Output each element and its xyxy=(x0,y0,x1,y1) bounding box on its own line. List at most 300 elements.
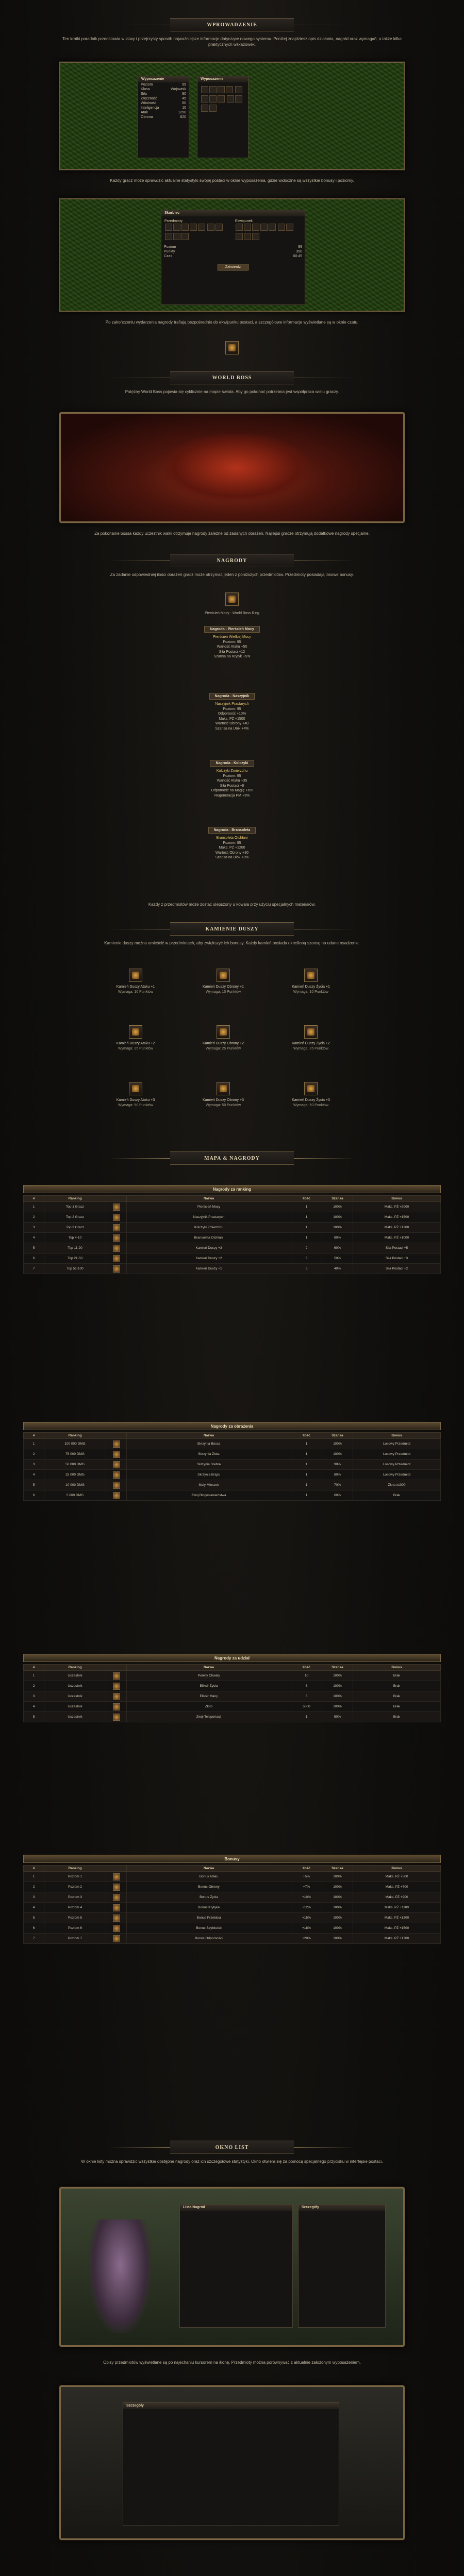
stat-value: 80 xyxy=(182,101,186,105)
reward-item-line: Szansa na Blok +3% xyxy=(215,856,249,859)
table-header-cell: Szansa xyxy=(322,1433,353,1439)
table-title: Nagrody za udział xyxy=(23,1654,441,1662)
table-row xyxy=(24,1253,441,1264)
table-row xyxy=(24,1671,441,1681)
soul-stone-requirement: Wymaga: 50 Punktów xyxy=(293,1104,329,1107)
soul-stone-name: Kamień Duszy Ataku +2 xyxy=(116,1042,155,1045)
reward-item-stats xyxy=(170,635,294,659)
table-cell-icon xyxy=(106,1872,127,1882)
table-cell-rank: 10 000 DMG xyxy=(44,1480,106,1490)
table-cell-name: Pierścień Mocy xyxy=(127,1202,291,1212)
table-cell-rank: 25 000 DMG xyxy=(44,1470,106,1480)
table-cell-rank: Uczestnik xyxy=(44,1712,106,1722)
stat-row xyxy=(161,254,305,259)
table-header-cell: Ranking xyxy=(44,1196,106,1202)
table-header-cell: Nazwa xyxy=(127,1665,291,1671)
soul-stone-icon[interactable] xyxy=(304,969,318,982)
item-icon[interactable] xyxy=(113,1914,120,1922)
table-cell-bonus: Losowy Przedmiot xyxy=(353,1460,441,1470)
reward-item-line: Wartość Ataku +50 xyxy=(217,645,247,649)
table-cell-icon xyxy=(106,1202,127,1212)
section-title: WPROWADZENIE xyxy=(207,22,257,28)
table-header-cell xyxy=(106,1433,127,1439)
table-header-row xyxy=(24,1196,441,1202)
table-cell-chance: 100% xyxy=(322,1892,353,1903)
table-row xyxy=(24,1702,441,1712)
soul-stone-requirement: Wymaga: 25 Punktów xyxy=(118,1047,154,1050)
stat-row xyxy=(138,82,189,87)
item-icon[interactable] xyxy=(113,1461,120,1468)
table-cell-index: 5 xyxy=(24,1712,44,1722)
table-header-cell: # xyxy=(24,1196,44,1202)
table-cell-icon xyxy=(106,1882,127,1892)
table-cell-rank: Poziom 2 xyxy=(44,1882,106,1892)
stat-label: Czas xyxy=(164,255,172,258)
table-cell-chance: 50% xyxy=(322,1253,353,1264)
item-icon[interactable] xyxy=(113,1703,120,1710)
table-cell-chance: 100% xyxy=(322,1691,353,1702)
table-cell-icon xyxy=(106,1691,127,1702)
item-icon[interactable] xyxy=(113,1471,120,1479)
reward-item-line: Regeneracja PM +3% xyxy=(214,793,250,798)
item-icon[interactable] xyxy=(113,1873,120,1880)
table-cell-icon xyxy=(106,1480,127,1490)
stat-label: Obrona xyxy=(141,115,153,119)
table-title: Nagrody za ranking xyxy=(23,1185,441,1193)
vault-right-label: Ekwipunek xyxy=(235,219,253,223)
table-cell-bonus: Brak xyxy=(353,1702,441,1712)
table-row xyxy=(24,1202,441,1212)
reward-item-card xyxy=(170,693,294,731)
table-cell-index: 6 xyxy=(24,1253,44,1264)
table-cell-index: 4 xyxy=(24,1233,44,1243)
reward-item-line: Szansa na Krytyk +5% xyxy=(213,655,251,658)
detail-large-panel xyxy=(123,2402,339,2526)
soul-stone-requirement: Wymaga: 25 Punktów xyxy=(293,1047,329,1050)
table-header-cell: # xyxy=(24,1866,44,1872)
table-cell-chance: 100% xyxy=(322,1212,353,1223)
screenshot-vault xyxy=(59,198,405,312)
table-cell-qty: 5 xyxy=(291,1681,322,1691)
soul-stone-icon[interactable] xyxy=(129,969,142,982)
soul-stone-requirement: Wymaga: 25 Punktów xyxy=(205,1047,241,1050)
table-header-cell: Ilość xyxy=(291,1665,322,1671)
section-title: NAGRODY xyxy=(217,557,247,564)
table-cell-name: Skrzynia Bossa xyxy=(127,1439,291,1449)
table-cell-bonus: Brak xyxy=(353,1490,441,1501)
table-header-cell: Ranking xyxy=(44,1433,106,1439)
soul-stone-icon[interactable] xyxy=(217,969,230,982)
item-icon[interactable] xyxy=(113,1714,120,1721)
table-cell-bonus: Siła Postaci +3 xyxy=(353,1253,441,1264)
table-cell-index: 6 xyxy=(24,1923,44,1934)
table-cell-rank: Uczestnik xyxy=(44,1671,106,1681)
table-cell-qty: +20% xyxy=(291,1934,322,1944)
table-header-cell: Ilość xyxy=(291,1196,322,1202)
table-cell-name: Kamień Duszy +3 xyxy=(127,1243,291,1253)
table-cell-qty: 1 xyxy=(291,1470,322,1480)
item-icon[interactable] xyxy=(113,1492,120,1499)
item-icon[interactable] xyxy=(113,1224,120,1231)
soul-stone-icon[interactable] xyxy=(304,1025,318,1039)
table-row xyxy=(24,1913,441,1923)
table-cell-bonus: Brak xyxy=(353,1691,441,1702)
table-cell-index: 1 xyxy=(24,1202,44,1212)
item-icon[interactable] xyxy=(113,1265,120,1273)
table-header-cell: Nazwa xyxy=(127,1433,291,1439)
table-cell-qty: 1 xyxy=(291,1460,322,1470)
reward-item-line: Kolczyki Zmierzchu xyxy=(216,769,248,773)
table-cell-index: 5 xyxy=(24,1243,44,1253)
table-cell-index: 4 xyxy=(24,1470,44,1480)
item-icon[interactable] xyxy=(113,1894,120,1901)
table-cell-rank: Poziom 1 xyxy=(44,1872,106,1882)
table-cell-qty: 1 xyxy=(291,1712,322,1722)
reward-item-line: Naszyjnik Prastarych xyxy=(215,702,249,706)
screenshot-detail-window xyxy=(59,2385,405,2540)
section-banner-boss xyxy=(170,371,294,384)
table-row xyxy=(24,1712,441,1722)
table-cell-index: 4 xyxy=(24,1702,44,1712)
table-title: Bonusy xyxy=(23,1855,441,1863)
item-icon[interactable] xyxy=(113,1935,120,1942)
table-row xyxy=(24,1449,441,1460)
table-cell-bonus: Brak xyxy=(353,1671,441,1681)
stat-row xyxy=(161,245,305,249)
table-cell-name: Bonus Przebicia xyxy=(127,1913,291,1923)
table-cell-bonus: Siła Postaci +2 xyxy=(353,1264,441,1274)
soul-stone-requirement: Wymaga: 10 Punktów xyxy=(118,990,154,994)
table-cell-name: Skrzynia Srebra xyxy=(127,1460,291,1470)
stat-row xyxy=(138,106,189,110)
confirm-button[interactable]: Zatwierdź xyxy=(218,264,248,270)
rewards-table xyxy=(23,1195,441,1274)
stat-value: Wojownik xyxy=(171,88,186,91)
table-cell-index: 3 xyxy=(24,1223,44,1233)
soul-stone-icon[interactable] xyxy=(217,1082,230,1095)
table-cell-qty: +5% xyxy=(291,1872,322,1882)
table-row xyxy=(24,1470,441,1480)
table-cell-qty: 1 xyxy=(291,1480,322,1490)
screenshot-list-window xyxy=(59,2187,405,2347)
soul-stone-name: Kamień Duszy Ataku +3 xyxy=(116,1098,155,1102)
table-header-cell xyxy=(106,1196,127,1202)
reward-item-line: Maks. PŻ +1500 xyxy=(219,717,245,721)
table-header-row xyxy=(24,1665,441,1671)
table-cell-name: Kolczyki Zmierzchu xyxy=(127,1223,291,1233)
boss-dragon-image xyxy=(164,434,308,501)
table-cell-name: Kamień Duszy +2 xyxy=(127,1253,291,1264)
table-cell-qty: +18% xyxy=(291,1923,322,1934)
table-header-cell: Bonus xyxy=(353,1433,441,1439)
soul-stone-requirement: Wymaga: 10 Punktów xyxy=(293,990,329,994)
table-cell-index: 3 xyxy=(24,1691,44,1702)
stat-row xyxy=(138,92,189,96)
reward-item-line: Poziom: 95 xyxy=(223,774,241,778)
reward-item-line: Maks. PŻ +1200 xyxy=(219,846,245,850)
table-cell-chance: 100% xyxy=(322,1223,353,1233)
table-cell-name: Zwój Teleportacji xyxy=(127,1712,291,1722)
reward-item-line: Odporność na Magię +6% xyxy=(211,789,253,792)
reward-item-line: Wartość Obrony +40 xyxy=(215,722,249,725)
vault-left-label: Przedmioty xyxy=(164,219,183,223)
reward-chest-icon xyxy=(225,341,239,354)
reward-item-line: Wartość Obrony +30 xyxy=(215,851,249,855)
rewards-table xyxy=(23,1664,441,1722)
table-cell-qty: 1 xyxy=(291,1223,322,1233)
rewards-table xyxy=(23,1865,441,1944)
table-cell-bonus: Maks. PŻ +1000 xyxy=(353,1233,441,1243)
item-icon[interactable] xyxy=(113,1245,120,1252)
table-cell-bonus: Maks. PŻ +1200 xyxy=(353,1223,441,1233)
table-cell-index: 1 xyxy=(24,1872,44,1882)
stat-label: Klasa xyxy=(141,88,150,91)
reward-item-header: Nagroda - Naszyjnik xyxy=(209,693,255,700)
screenshot-equipment xyxy=(59,62,405,170)
item-icon[interactable] xyxy=(113,1925,120,1932)
table-cell-icon xyxy=(106,1460,127,1470)
table-header-cell xyxy=(106,1665,127,1671)
table-header-cell: Nazwa xyxy=(127,1866,291,1872)
table-cell-bonus: Maks. PŻ +1500 xyxy=(353,1212,441,1223)
table-cell-qty: 1 xyxy=(291,1439,322,1449)
table-row xyxy=(24,1264,441,1274)
stat-row xyxy=(161,249,305,254)
table-header-cell: Szansa xyxy=(322,1665,353,1671)
reward-item-line: Poziom: 95 xyxy=(223,841,241,845)
list-window-panel xyxy=(179,2204,293,2328)
table-cell-icon xyxy=(106,1671,127,1681)
table-cell-rank: Top 2 Gracz xyxy=(44,1212,106,1223)
table-cell-icon xyxy=(106,1212,127,1223)
table-cell-name: Kamień Duszy +1 xyxy=(127,1264,291,1274)
table-cell-chance: 100% xyxy=(322,1913,353,1923)
table-cell-bonus: Losowy Przedmiot xyxy=(353,1449,441,1460)
table-row xyxy=(24,1460,441,1470)
section-banner-intro xyxy=(170,18,294,31)
table-cell-icon xyxy=(106,1913,127,1923)
table-cell-name: Naszyjnik Prastarych xyxy=(127,1212,291,1223)
table-cell-name: Bonus Życia xyxy=(127,1892,291,1903)
table-cell-index: 2 xyxy=(24,1449,44,1460)
item-icon[interactable] xyxy=(113,1482,120,1489)
soul-stone-name: Kamień Duszy Życia +2 xyxy=(292,1042,330,1045)
list-text-2: Opisy przedmiotów wyświetlane są po najechaniu kursorem na ikonę. Przedmioty można porównywać z aktualnie założonym wyposażeniem. xyxy=(103,2360,361,2365)
table-cell-chance: 100% xyxy=(322,1903,353,1913)
stat-label: Punkty xyxy=(164,250,175,253)
detail-large-title: Szczegóły xyxy=(123,2403,339,2409)
table-cell-index: 2 xyxy=(24,1681,44,1691)
table-cell-rank: Poziom 7 xyxy=(44,1934,106,1944)
table-cell-rank: Top 21-50 xyxy=(44,1253,106,1264)
table-cell-rank: Poziom 5 xyxy=(44,1913,106,1923)
stats-panel-title: Wyposażenie xyxy=(197,76,248,82)
table-cell-icon xyxy=(106,1934,127,1944)
intro-text-3: Po zakończeniu wydarzenia nagrody trafiają bezpośrednio do ekwipunku postaci, a szczegółowe informacje wyświetlane są w oknie czatu. xyxy=(105,320,359,325)
table-header-row xyxy=(24,1866,441,1872)
table-row xyxy=(24,1223,441,1233)
stat-label: Witalność xyxy=(141,101,157,105)
stat-row xyxy=(138,110,189,115)
table-cell-rank: Uczestnik xyxy=(44,1691,106,1702)
table-cell-icon xyxy=(106,1681,127,1691)
table-cell-qty: 3 xyxy=(291,1253,322,1264)
table-row xyxy=(24,1872,441,1882)
reward-item-stats xyxy=(170,836,294,860)
table-cell-rank: Top 1 Gracz xyxy=(44,1202,106,1212)
stats-panel xyxy=(197,76,248,158)
soul-stone-icon[interactable] xyxy=(217,1025,230,1039)
rewards-table xyxy=(23,1432,441,1501)
stat-row xyxy=(138,101,189,106)
stat-value: 00:45 xyxy=(293,255,302,258)
soul-stone-requirement: Wymaga: 50 Punktów xyxy=(118,1104,154,1107)
item-icon[interactable] xyxy=(113,1234,120,1242)
table-cell-qty: 5000 xyxy=(291,1702,322,1712)
table-cell-icon xyxy=(106,1892,127,1903)
table-row xyxy=(24,1212,441,1223)
table-cell-name: Eliksir Many xyxy=(127,1691,291,1702)
reward-item-card xyxy=(170,626,294,659)
item-icon[interactable] xyxy=(113,1683,120,1690)
table-cell-index: 2 xyxy=(24,1882,44,1892)
table-cell-qty: 1 xyxy=(291,1212,322,1223)
table-cell-name: Bransoleta Otchłani xyxy=(127,1233,291,1243)
table-cell-bonus: Brak xyxy=(353,1712,441,1722)
item-icon[interactable] xyxy=(113,1214,120,1221)
table-cell-bonus: Maks. PŻ +500 xyxy=(353,1872,441,1882)
item-icon[interactable] xyxy=(113,1204,120,1211)
boss-text-2: Za pokonanie bossa każdy uczestnik walki otrzymuje nagrody zależne od zadanych obrażeń. Najlepsi gracze otrzymują dodatkowe nagrody specjalne. xyxy=(94,531,370,536)
stat-value: 10 xyxy=(182,106,186,110)
table-cell-chance: 80% xyxy=(322,1233,353,1243)
table-cell-bonus: Złoto x1000 xyxy=(353,1480,441,1490)
list-window-title: Lista Nagród xyxy=(180,2205,292,2211)
table-cell-name: Złoto xyxy=(127,1702,291,1712)
table-cell-bonus: Maks. PŻ +700 xyxy=(353,1882,441,1892)
reward-item-line: Szansa na Unik +4% xyxy=(215,726,249,731)
stat-row xyxy=(138,96,189,101)
section-title: MAPA & NAGRODY xyxy=(204,1155,260,1161)
reward-item-line: Pierścień Wielkiej Mocy xyxy=(213,635,251,639)
table-cell-chance: 60% xyxy=(322,1490,353,1501)
stones-intro: Kamienie duszy można umieścić w przedmiotach, aby zwiększyć ich bonusy. Każdy kamień posiada określoną szansę na udane osadzenie. xyxy=(104,941,360,945)
soul-stone-requirement: Wymaga: 50 Punktów xyxy=(205,1104,241,1107)
table-cell-chance: 70% xyxy=(322,1480,353,1490)
table-cell-chance: 100% xyxy=(322,1923,353,1934)
table-header-cell: Bonus xyxy=(353,1196,441,1202)
vault-panel-title: Skarbiec xyxy=(161,210,305,216)
table-cell-qty: +12% xyxy=(291,1903,322,1913)
soul-stone-icon[interactable] xyxy=(304,1082,318,1095)
table-cell-index: 5 xyxy=(24,1480,44,1490)
intro-text-2: Każdy gracz może sprawdzić aktualne statystyki swojej postaci w oknie wyposażenia, gdzie widoczne są wszystkie bonusy i poziomy. xyxy=(110,178,354,183)
table-cell-chance: 80% xyxy=(322,1470,353,1480)
table-cell-chance: 100% xyxy=(322,1439,353,1449)
item-icon[interactable] xyxy=(113,1884,120,1891)
table-cell-chance: 60% xyxy=(322,1243,353,1253)
item-icon[interactable] xyxy=(113,1693,120,1700)
table-cell-chance: 40% xyxy=(322,1264,353,1274)
table-cell-bonus: Maks. PŻ +900 xyxy=(353,1892,441,1903)
table-row xyxy=(24,1892,441,1903)
rewards-intro: Za zadanie odpowiedniej ilości obrażeń gracz może otrzymać jeden z poniższych przedmiotów. Przedmioty posiadają losowe bonusy. xyxy=(110,572,354,577)
stat-label: Poziom xyxy=(164,245,176,249)
table-cell-name: Skrzynia Brązu xyxy=(127,1470,291,1480)
table-cell-bonus: Maks. PŻ +1700 xyxy=(353,1934,441,1944)
equipment-panel xyxy=(138,76,189,158)
table-cell-bonus: Brak xyxy=(353,1681,441,1691)
table-cell-index: 1 xyxy=(24,1671,44,1681)
section-banner-list xyxy=(170,2141,294,2154)
reward-item-stats xyxy=(170,769,294,798)
table-cell-bonus: Maks. PŻ +1500 xyxy=(353,1923,441,1934)
reward-item-line: Siła Postaci +12 xyxy=(219,650,245,654)
soul-stone-icon[interactable] xyxy=(129,1082,142,1095)
table-cell-chance: 100% xyxy=(322,1671,353,1681)
table-row xyxy=(24,1882,441,1892)
table-cell-icon xyxy=(106,1712,127,1722)
section-banner-rewards xyxy=(170,554,294,567)
item-icon[interactable] xyxy=(113,1451,120,1458)
table-header-cell: Ilość xyxy=(291,1866,322,1872)
table-cell-chance: 100% xyxy=(322,1702,353,1712)
stat-row xyxy=(138,115,189,120)
soul-stone-requirement: Wymaga: 10 Punktów xyxy=(205,990,241,994)
table-header-row xyxy=(24,1433,441,1439)
table-title: Nagrody za obrażenia xyxy=(23,1422,441,1430)
table-header-cell: Szansa xyxy=(322,1196,353,1202)
table-row xyxy=(24,1934,441,1944)
detail-window-title: Szczegóły xyxy=(299,2205,385,2211)
stat-value: 45 xyxy=(182,97,186,100)
table-cell-chance: 100% xyxy=(322,1449,353,1460)
table-cell-chance: 100% xyxy=(322,1934,353,1944)
table-header-cell: Ranking xyxy=(44,1665,106,1671)
item-icon[interactable] xyxy=(113,1904,120,1911)
table-cell-bonus: Siła Postaci +5 xyxy=(353,1243,441,1253)
item-icon[interactable] xyxy=(113,1440,120,1448)
item-icon[interactable] xyxy=(113,1255,120,1262)
table-cell-name: Bonus Obrony xyxy=(127,1882,291,1892)
table-cell-chance: 100% xyxy=(322,1202,353,1212)
item-icon[interactable] xyxy=(113,1672,120,1680)
soul-stone-name: Kamień Duszy Obrony +1 xyxy=(203,985,244,989)
table-cell-rank: Uczestnik xyxy=(44,1681,106,1691)
table-cell-chance: 100% xyxy=(322,1681,353,1691)
table-cell-bonus: Maks. PŻ +2000 xyxy=(353,1202,441,1212)
table-cell-icon xyxy=(106,1702,127,1712)
table-cell-rank: 75 000 DMG xyxy=(44,1449,106,1460)
table-cell-icon xyxy=(106,1264,127,1274)
table-row xyxy=(24,1490,441,1501)
soul-stone-icon[interactable] xyxy=(129,1025,142,1039)
table-cell-qty: 10 xyxy=(291,1671,322,1681)
table-row xyxy=(24,1681,441,1691)
table-cell-qty: 5 xyxy=(291,1691,322,1702)
table-cell-qty: 2 xyxy=(291,1243,322,1253)
table-row xyxy=(24,1923,441,1934)
stat-label: Zręczność xyxy=(141,97,158,100)
table-header-cell: # xyxy=(24,1665,44,1671)
section-title: OKNO LIST xyxy=(215,2144,249,2150)
table-cell-qty: 1 xyxy=(291,1202,322,1212)
stat-label: Atak xyxy=(141,111,148,114)
table-header-cell: Bonus xyxy=(353,1665,441,1671)
reward-item-line: Wartość Ataku +35 xyxy=(217,779,247,783)
stat-label: Siła xyxy=(141,92,147,96)
table-cell-chance: 100% xyxy=(322,1872,353,1882)
